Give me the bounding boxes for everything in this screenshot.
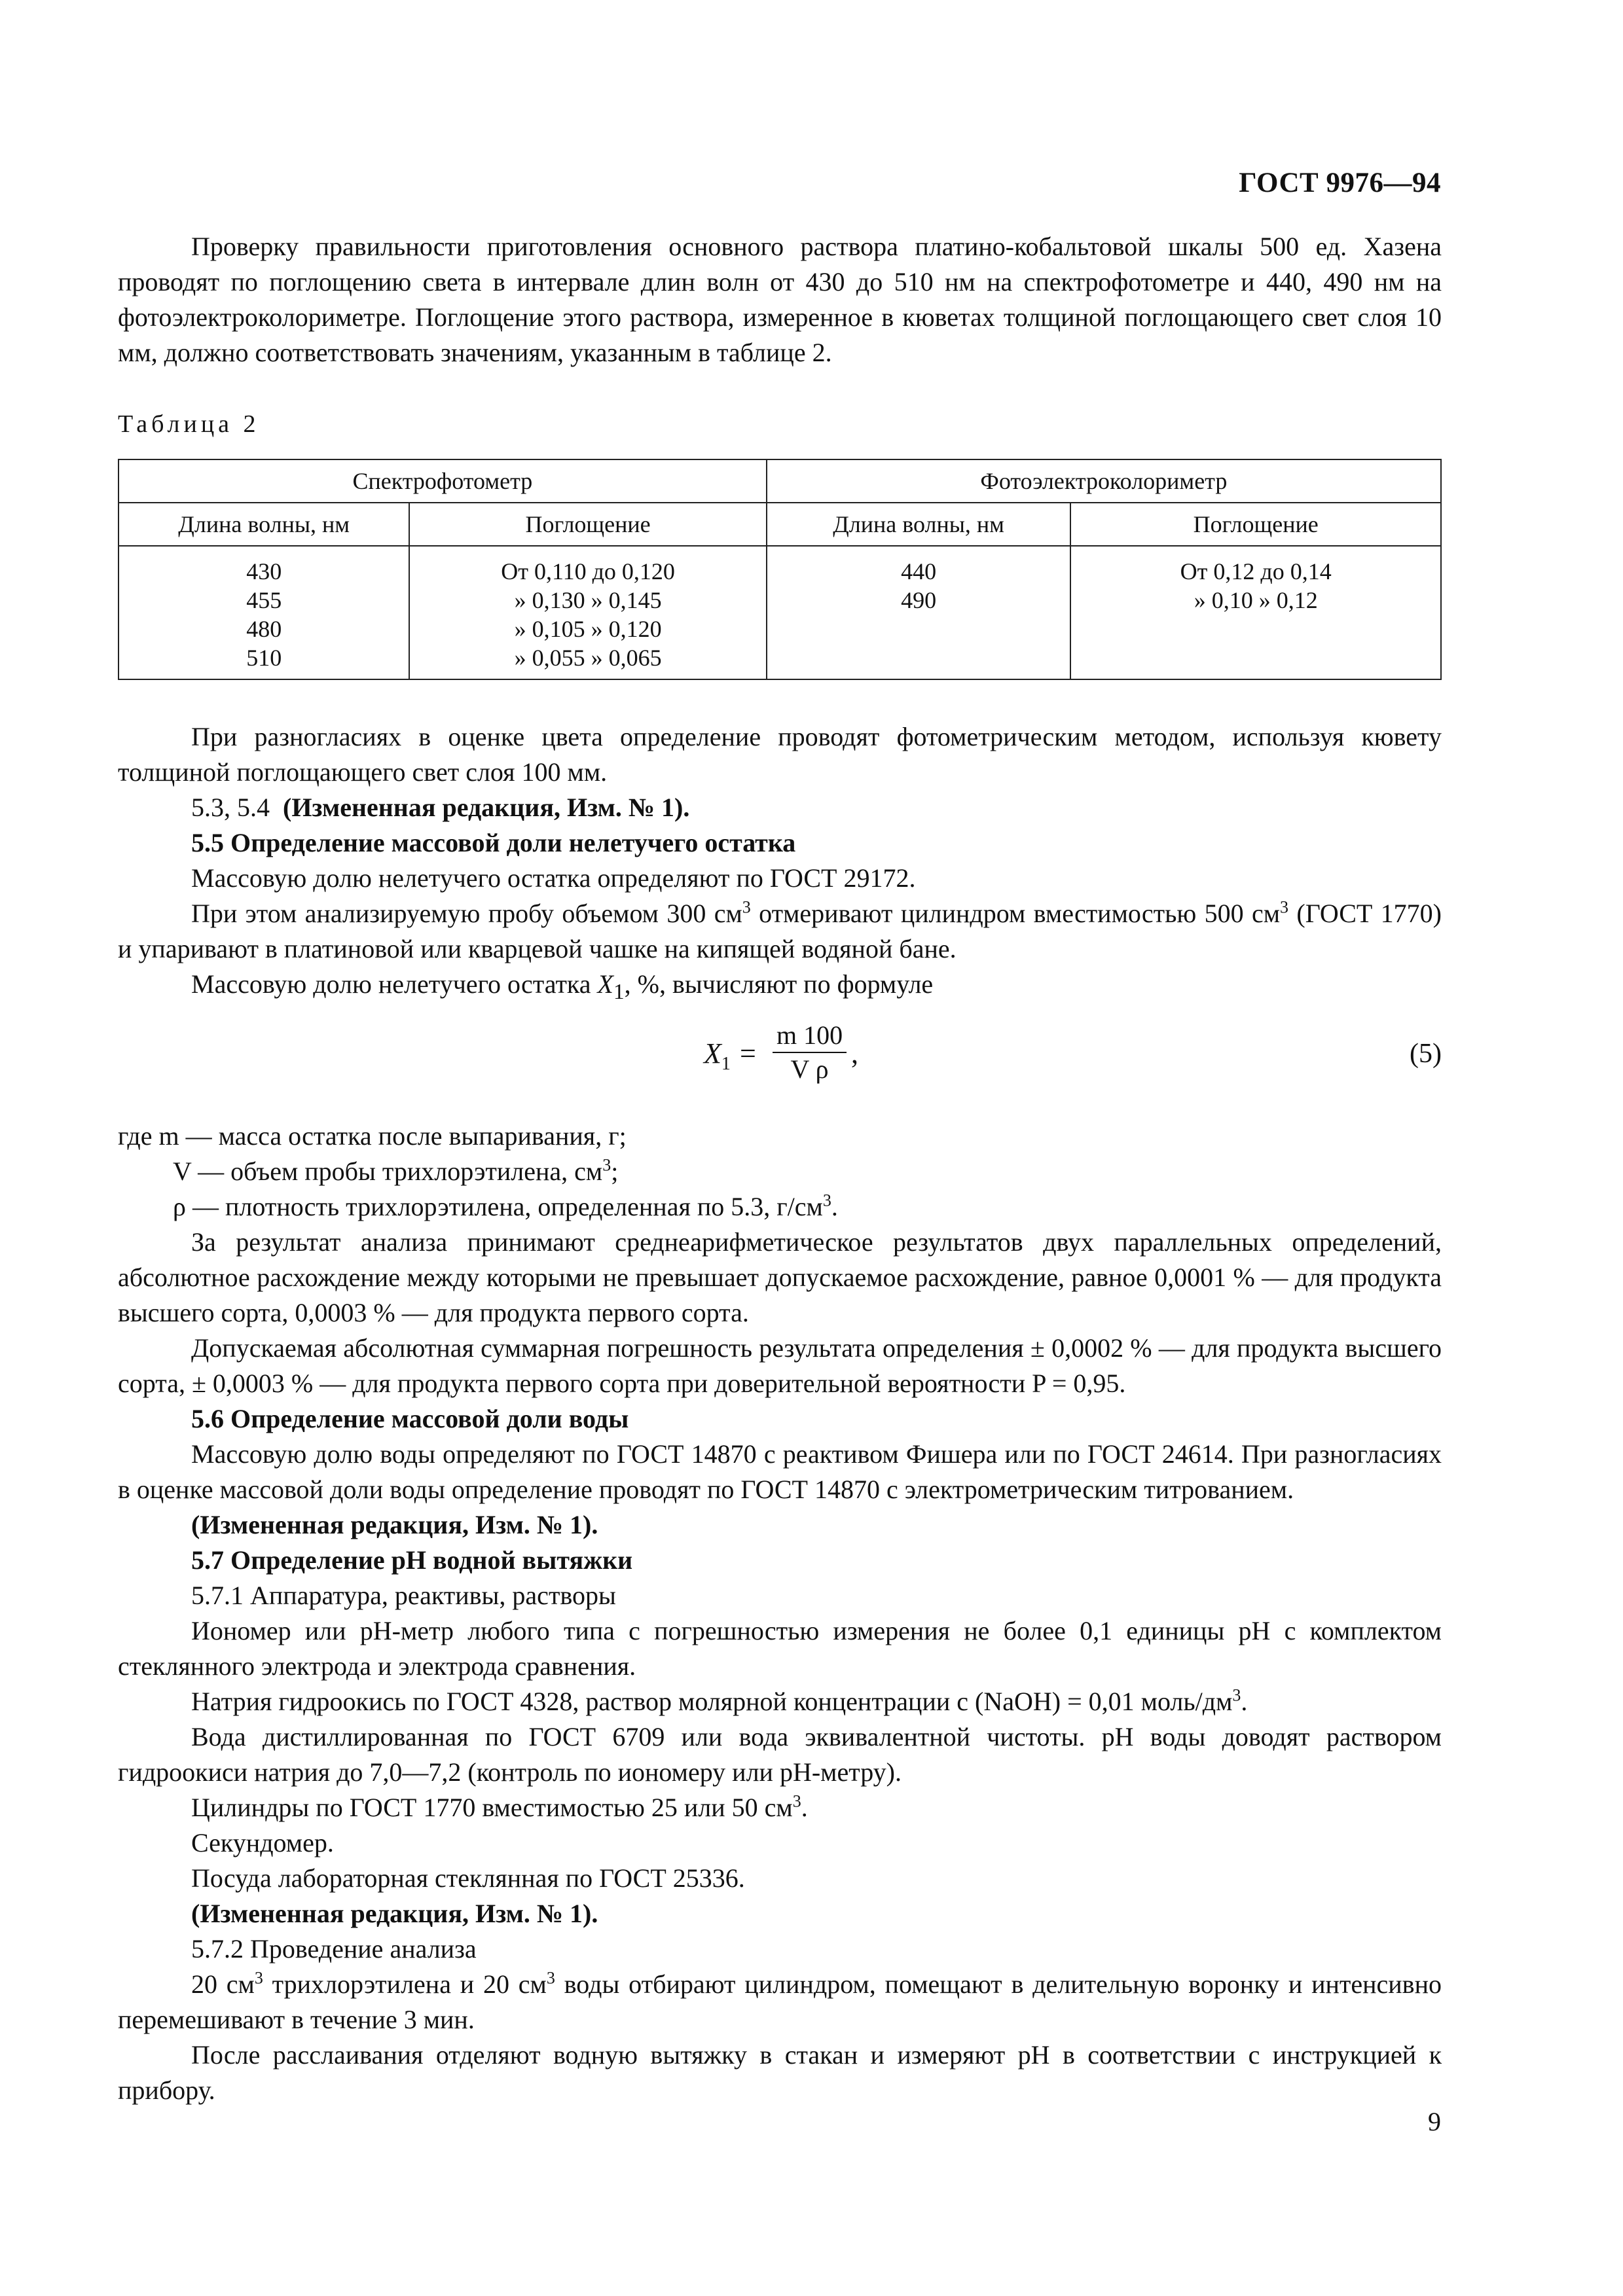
table-col-wavelength-2: Длина волны, нм [767,503,1071,546]
dispute-paragraph: При разногласиях в оценке цвета определение проводят фотометрическим методом, используя кювету толщиной поглощающего свет слоя 100 мм. [118,722,1442,787]
table-value: » 0,105 » 0,120 [514,616,662,642]
section-5-7-1-title: 5.7.1 Аппаратура, реактивы, растворы [191,1581,616,1610]
section-5-7-1-water: Вода дистиллированная по ГОСТ 6709 или вода эквивалентной чистоты. pH воды доводят раствором гидроокиси натрия до 7,0—7,2 (контроль по иономеру или pH-метру). [118,1722,1442,1787]
formula-5 [118,1020,1442,1107]
section-5-5-title: 5.5 Определение массовой доли нелетучего остатка [191,828,796,857]
section-5-5-formula-intro: Массовую долю нелетучего остатка $X_1$, %, вычисляют по формуле [191,969,934,1004]
section-5-7-1-glassware: Посуда лабораторная стеклянная по ГОСТ 25336. [191,1863,745,1893]
intro-paragraph: Проверку правильности приготовления основного раствора платино-кобальтовой шкалы 500 ед. Хазена проводят по поглощению света в интервале длин волн от 430 до 510 нм на спектрофотометре и 440, 490 нм на фотоэлектроколориметре. Поглощение этого раствора, измеренное в кюветах толщиной поглощающего свет слоя 10 мм, должно соответствовать значениям, указанным в таблице 2. [118,232,1442,367]
table-value: 510 [246,645,282,671]
section-5-7-2-paragraph-1: 20 $см^3$ трихлорэтилена и 20 $см^3$ воды отбирают цилиндром, помещают в делительную воронку и интенсивно перемешивают в течение 3 мин. [118,1968,1442,2034]
document-body [118,229,1442,2108]
where-v: V — объем пробы трихлорэтилена, $см^3$; [173,1155,619,1186]
section-5-7-title: 5.7 Определение pH водной вытяжки [191,1545,633,1575]
table-2 [118,459,1442,680]
edit-note-53-54: 5.3, 5.4 (Измененная редакция, Изм. № 1). [191,793,690,822]
table-col-absorption-2: Поглощение [1070,503,1441,546]
section-5-5-error: Допускаемая абсолютная суммарная погрешность результата определения ± 0,0002 % — для продукта высшего сорта, ± 0,0003 % — для продукта первого сорта при доверительной вероятности P = 0,95. [118,1333,1442,1398]
table-value: 455 [246,587,282,613]
formula-equals: = [740,1037,756,1069]
section-5-5-paragraph: Массовую долю нелетучего остатка определяют по ГОСТ 29172. [191,863,916,893]
section-5-7-1-ionomer: Иономер или pH-метр любого типа с погрешностью измерения не более 0,1 единицы pH с комплектом стеклянного электрода и электрода сравнения. [118,1616,1442,1681]
formula-comma: , [851,1037,858,1069]
table-cell-photo-absorption [1070,546,1441,679]
table-value: » 0,130 » 0,145 [514,587,662,613]
section-5-5-sample-paragraph: При этом анализируемую пробу объемом 300 $см^3$ отмеривают цилиндром вместимостью 500 $см^3$ (ГОСТ 1770) и упаривают в платиновой или кварцевой чашке на кипящей водяной бане. [118,897,1442,963]
table-value: 430 [246,558,282,584]
table-col-wavelength-1: Длина волны, нм [119,503,409,546]
section-5-6-paragraph: Массовую долю воды определяют по ГОСТ 14870 с реактивом Фишера или по ГОСТ 24614. При разногласиях в оценке массовой доли воды определение проводят по ГОСТ 14870 с электрометрическим титрованием. [118,1439,1442,1504]
section-5-6-title: 5.6 Определение массовой доли воды [191,1404,629,1433]
edit-note-5-6: (Измененная редакция, Изм. № 1). [191,1510,598,1539]
section-5-5-result: За результат анализа принимают среднеарифметическое результатов двух параллельных определений, абсолютное расхождение между которыми не превышает допускаемое расхождение, равное 0,0001 % — для продукта высшего сорта, 0,0003 % — для продукта первого сорта. [118,1227,1442,1327]
section-5-7-1-cylinders: Цилиндры по ГОСТ 1770 вместимостью 25 или 50 $см^3$. [191,1791,808,1822]
formula-number: (5) [1410,1039,1442,1069]
table-value: 480 [246,616,282,642]
table-cell-spectro-absorption [409,546,766,679]
section-5-7-2-paragraph-2: После расслаивания отделяют водную вытяжку в стакан и измеряют pH в соответствии с инструкцией к прибору. [118,2040,1442,2105]
table-caption: Таблица 2 [118,410,260,438]
document-header: ГОСТ 9976—94 [1239,168,1441,198]
table-group-photocolorimeter: Фотоэлектроколориметр [767,459,1441,503]
edit-note-5-7-1: (Измененная редакция, Изм. № 1). [191,1899,598,1928]
formula-lhs: $X_1$ [704,1037,731,1074]
where-rho: ρ — плотность трихлорэтилена, определенная по 5.3, $г/см^3$. [173,1191,838,1221]
section-5-7-1-timer: Секундомер. [191,1828,334,1857]
where-m: где m — масса остатка после выпаривания, г; [118,1121,627,1151]
page-number: 9 [1428,2107,1441,2136]
table-value: » 0,055 » 0,065 [514,645,662,671]
table-cell-spectro-wavelengths [119,546,409,679]
table-value: » 0,10 » 0,12 [1194,587,1318,613]
table-value: От 0,110 до 0,120 [501,558,675,584]
table-value: 490 [901,587,937,613]
table-value: От 0,12 до 0,14 [1180,558,1332,584]
formula-denominator: V ρ [790,1054,829,1084]
formula-fraction [773,1019,847,1086]
table-cell-photo-wavelengths [767,546,1071,679]
table-col-absorption-1: Поглощение [409,503,766,546]
table-row [119,546,1441,679]
formula-numerator: m 100 [773,1019,847,1053]
table-group-spectrophotometer: Спектрофотометр [119,459,767,503]
section-5-7-1-naoh: Натрия гидроокись по ГОСТ 4328, раствор молярной концентрации c (NaOH) = 0,01 моль/$дм^3$. [191,1685,1248,1716]
section-5-7-2-title: 5.7.2 Проведение анализа [191,1934,477,1964]
table-value: 440 [901,558,937,584]
